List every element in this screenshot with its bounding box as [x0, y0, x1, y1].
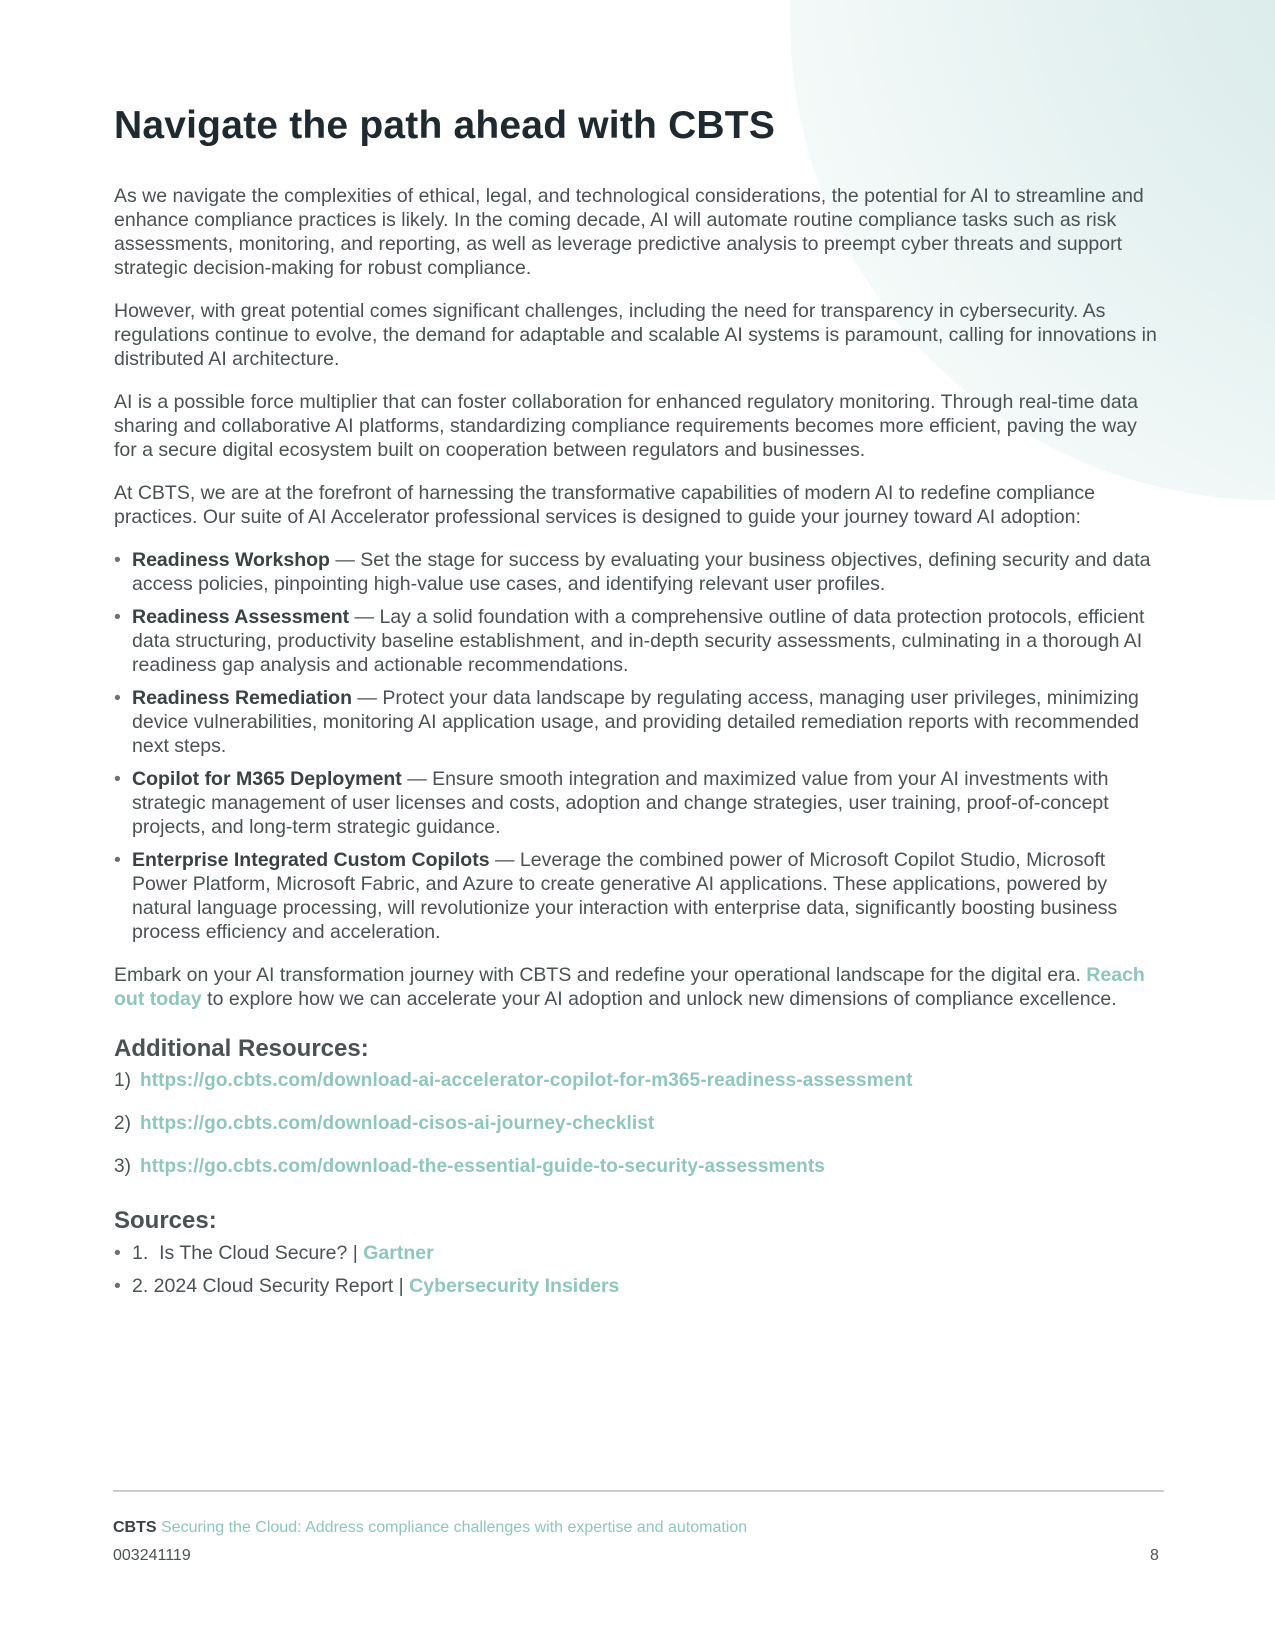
closing-text-end: to explore how we can accelerate your AI adoption and unlock new dimensions of compliance excellence. [201, 988, 1117, 1010]
footer-document-title: Securing the Cloud: Address compliance challenges with expertise and automation [156, 1519, 748, 1536]
resource-item [114, 1112, 1164, 1136]
page-number: 8 [1150, 1547, 1159, 1564]
body-text [114, 184, 1164, 1307]
closing-paragraph [114, 963, 1164, 1011]
resource-item [114, 1155, 1164, 1179]
paragraph: AI is a possible force multiplier that can foster collaboration for enhanced regulatory monitoring. Through real-time data sharing and collaborative AI platforms, standardizing compliance requirements becomes more efficient, paving the way for a secure digital ecosystem built on cooperation between regulators and businesses. [114, 391, 1138, 461]
service-title: Copilot for M365 Deployment [132, 768, 402, 790]
resource-link[interactable]: https://go.cbts.com/download-cisos-ai-journey-checklist [140, 1113, 655, 1134]
footer-divider [113, 1490, 1164, 1492]
resources-heading: Additional Resources: [114, 1035, 369, 1062]
source-item [114, 1241, 1164, 1265]
footer-title [113, 1519, 747, 1537]
paragraph: As we navigate the complexities of ethical, legal, and technological considerations, the potential for AI to streamline and enhance compliance practices is likely. In the coming decade, AI will automate routine compliance tasks such as risk assessments, monitoring, and reporting, as well as leverage predictive analysis to preempt cyber threats and support strategic decision-making for robust compliance. [114, 185, 1144, 279]
resource-number: 1) [114, 1070, 131, 1091]
resource-number: 3) [114, 1156, 131, 1177]
page-title: Navigate the path ahead with CBTS [114, 104, 776, 147]
list-item [114, 605, 1164, 677]
service-title: Readiness Workshop [132, 549, 330, 571]
service-description: — Ensure smooth integration and maximized value from your AI investments with strategic management of user licenses and costs, adoption and change strategies, user training, proof-of-concept projects, and long-term strategic guidance. [132, 768, 1109, 838]
sources-heading: Sources: [114, 1207, 217, 1234]
source-label: 2. 2024 Cloud Security Report | [132, 1275, 410, 1297]
service-description: — Set the stage for success by evaluating your business objectives, defining security and data access policies, pinpointing high-value use cases, and identifying relevant user profiles. [132, 549, 1151, 595]
source-item [114, 1274, 1164, 1298]
resource-link[interactable]: https://go.cbts.com/download-the-essential-guide-to-security-assessments [140, 1156, 825, 1177]
reach-out-link[interactable]: Reach out today [114, 964, 1145, 1010]
source-link[interactable]: Cybersecurity Insiders [409, 1275, 620, 1297]
resources-list [114, 1069, 1164, 1179]
services-list [114, 548, 1164, 944]
list-item [114, 767, 1164, 839]
resource-link[interactable]: https://go.cbts.com/download-ai-accelerator-copilot-for-m365-readiness-assessment [140, 1070, 913, 1091]
source-label: 1. Is The Cloud Secure? | [132, 1242, 364, 1264]
sources-list [114, 1241, 1164, 1298]
service-description: — Protect your data landscape by regulating access, managing user privileges, minimizing device vulnerabilities, monitoring AI application usage, and providing detailed remediation reports with recommended next steps. [132, 687, 1139, 757]
source-link[interactable]: Gartner [363, 1242, 434, 1264]
paragraph: However, with great potential comes significant challenges, including the need for transparency in cybersecurity. As regulations continue to evolve, the demand for adaptable and scalable AI systems is paramount, calling for innovations in distributed AI architecture. [114, 300, 1157, 370]
closing-text: Embark on your AI transformation journey with CBTS and redefine your operational landscape for the digital era. [114, 964, 1087, 986]
list-item [114, 848, 1164, 944]
resource-item [114, 1069, 1164, 1093]
service-description: — Leverage the combined power of Microsoft Copilot Studio, Microsoft Power Platform, Microsoft Fabric, and Azure to create generative AI applications. These applications, powered by natural language processing, will revolutionize your interaction with enterprise data, significantly boosting business process efficiency and acceleration. [132, 849, 1118, 943]
resource-number: 2) [114, 1113, 131, 1134]
document-code: 003241119 [113, 1547, 191, 1564]
list-item [114, 686, 1164, 758]
service-title: Readiness Assessment [132, 606, 350, 628]
paragraph: At CBTS, we are at the forefront of harnessing the transformative capabilities of modern AI to redefine compliance practices. Our suite of AI Accelerator professional services is designed to guide your journey toward AI adoption: [114, 482, 1095, 528]
service-title: Readiness Remediation [132, 687, 352, 709]
footer-brand: CBTS [113, 1519, 157, 1536]
list-item [114, 548, 1164, 596]
service-description: — Lay a solid foundation with a comprehensive outline of data protection protocols, efficient data structuring, productivity baseline establishment, and in-depth security assessments, culminating in a thorough AI readiness gap analysis and actionable recommendations. [132, 606, 1145, 676]
service-title: Enterprise Integrated Custom Copilots [132, 849, 490, 871]
